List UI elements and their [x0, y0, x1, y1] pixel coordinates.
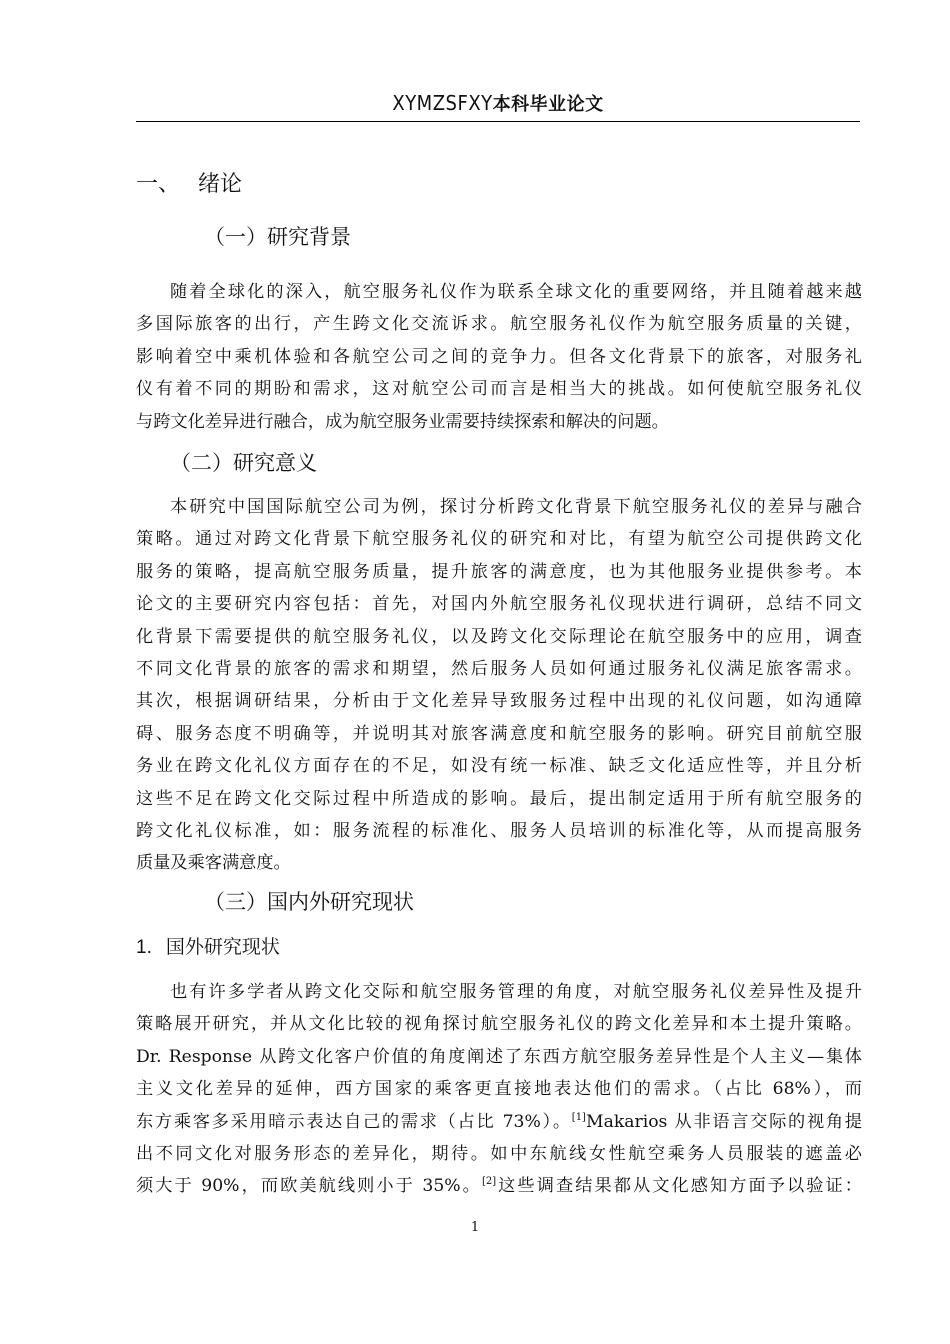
paragraph-line: 策略展开研究，并从文化比较的视角探讨航空服务礼仪的跨文化差异和本土提升策略。	[136, 1014, 862, 1035]
subsection-title: 国外研究现状	[165, 936, 280, 958]
paragraph-line: 出不同文化对服务形态的差异化，期待。如中东航线女性航空乘务人员服装的遮盖必	[136, 1143, 862, 1164]
line-text: 东方乘客多采用暗示表达自己的需求（占比 73%）。	[136, 1111, 572, 1132]
paragraph-line	[136, 1106, 862, 1138]
subsection-heading-foreign	[136, 932, 280, 963]
chapter-heading	[136, 170, 242, 200]
citation-ref-1[interactable]: [1]	[571, 1111, 586, 1123]
paragraph-line: 这些不足在跨文化交际过程中所造成的影响。最后，提出制定适用于所有航空服务的	[136, 788, 862, 809]
line-text: 这些调查结果都从文化感知方面予以验证：	[496, 1176, 862, 1197]
paragraph-line: Dr. Response 从跨文化客户价值的角度阐述了东西方航空服务差异性是个人主义—集体	[136, 1046, 862, 1067]
paragraph-line: 服务的策略，提高航空服务质量，提升旅客的满意度，也为其他服务业提供参考。本	[136, 561, 862, 582]
page-header	[136, 88, 860, 120]
paragraph-line: 与跨文化差异进行融合，成为航空服务业需要持续探索和解决的问题。	[136, 411, 669, 432]
paragraph-line: 本研究中国国际航空公司为例，探讨分析跨文化背景下航空服务礼仪的差异与融合	[170, 497, 862, 517]
paragraph-line: 其次，根据调研结果，分析由于文化差异导致服务过程中出现的礼仪问题，如沟通障	[136, 691, 862, 712]
foreign-research-paragraph	[136, 976, 862, 1203]
paragraph-line: 跨文化礼仪标准，如：服务流程的标准化、服务人员培训的标准化等，从而提高服务	[136, 820, 862, 841]
background-paragraph	[136, 276, 862, 438]
paragraph-line: 仪有着不同的期盼和需求，这对航空公司而言是相当大的挑战。如何使航空服务礼仪	[136, 379, 862, 400]
header-school-code: XYMZSFXY	[392, 91, 493, 115]
significance-paragraph	[136, 491, 862, 880]
paragraph-line: 化背景下需要提供的航空服务礼仪，以及跨文化交际理论在航空服务中的应用，调查	[136, 626, 862, 647]
section-heading-research-status: （三）国内外研究现状	[204, 890, 414, 914]
paragraph-line	[136, 1170, 862, 1202]
paragraph-line: 也有许多学者从跨文化交际和航空服务管理的角度，对航空服务礼仪差异性及提升	[170, 982, 862, 1002]
chapter-number: 一、	[136, 172, 181, 197]
line-text: 须大于 90%，而欧美航线则小于 35%。	[136, 1176, 482, 1197]
paragraph-line: 随着全球化的深入，航空服务礼仪作为联系全球文化的重要网络，并且随着越来越	[170, 282, 862, 302]
section-heading-significance: （二）研究意义	[170, 451, 317, 475]
header-title: 本科毕业论文	[492, 94, 604, 115]
header-divider	[136, 121, 860, 122]
paragraph-line: 影响着空中乘机体验和各航空公司之间的竞争力。但各文化背景下的旅客，对服务礼	[136, 346, 862, 367]
page-number: 1	[470, 1220, 480, 1235]
paragraph-line: 质量及乘客满意度。	[136, 853, 291, 874]
subsection-number: 1.	[136, 937, 152, 958]
paragraph-line: 论文的主要研究内容包括：首先，对国内外航空服务礼仪现状进行调研，总结不同文	[136, 594, 862, 615]
section-heading-background: （一）研究背景	[204, 225, 351, 249]
line-text: Makarios 从非语言交际的视角提	[585, 1111, 862, 1132]
paragraph-line: 不同文化背景的旅客的需求和期望，然后服务人员如何通过服务礼仪满足旅客需求。	[136, 658, 862, 679]
paragraph-line: 多国际旅客的出行，产生跨文化交流诉求。航空服务礼仪作为航空服务质量的关键，	[136, 314, 862, 335]
chapter-title: 绪论	[198, 172, 243, 197]
paragraph-line: 碍、服务态度不明确等，并说明其对旅客满意度和航空服务的影响。研究目前航空服	[136, 723, 862, 744]
paragraph-line: 务业在跨文化礼仪方面存在的不足，如没有统一标准、缺乏文化适应性等，并且分析	[136, 756, 862, 777]
citation-ref-2[interactable]: [2]	[481, 1176, 497, 1188]
paragraph-line: 策略。通过对跨文化背景下航空服务礼仪的研究和对比，有望为航空公司提供跨文化	[136, 529, 862, 550]
paragraph-line: 主义文化差异的延伸，西方国家的乘客更直接地表达他们的需求。（占比 68%），而	[136, 1079, 862, 1100]
